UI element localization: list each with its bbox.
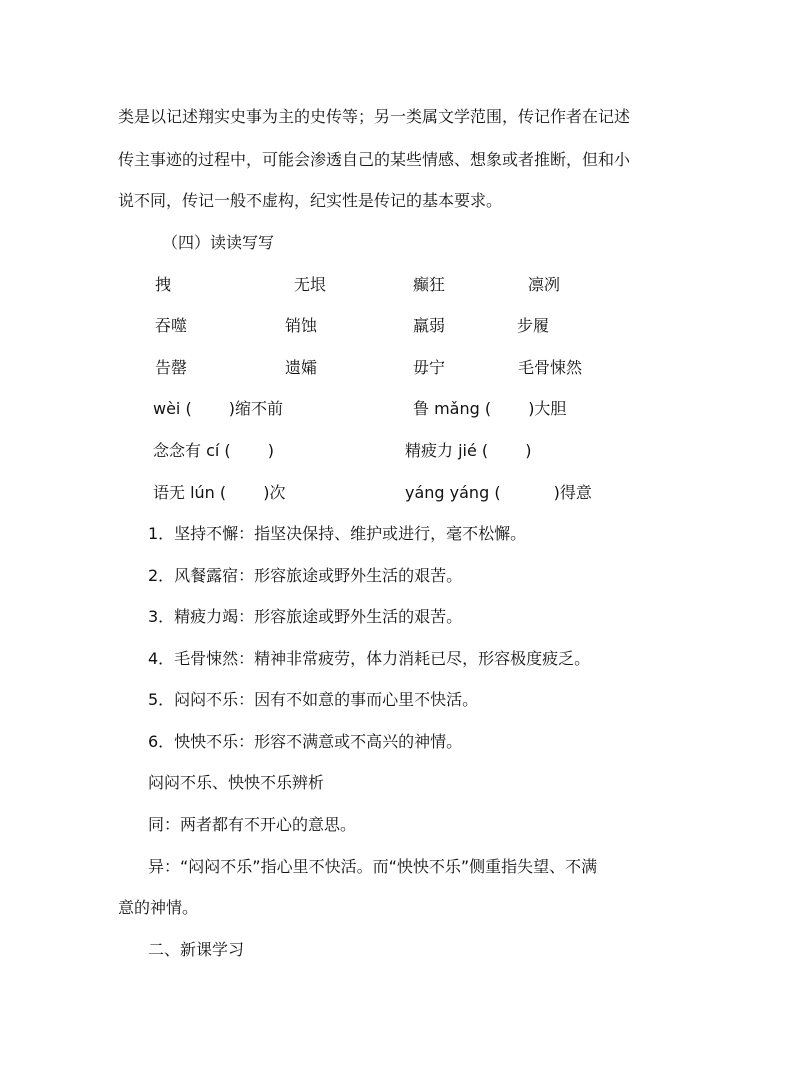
definition-item: 1．坚持不懈：指坚决保持、维护或进行，毫不松懈。: [148, 524, 527, 543]
word-item: 步履: [517, 316, 550, 335]
word-item: 毋宁: [413, 358, 446, 377]
word-item: 毛骨悚然: [518, 358, 583, 377]
word-item: 癫狂: [413, 275, 446, 294]
word-item: 羸弱: [413, 316, 446, 335]
definition-item: 5．闷闷不乐：因有不如意的事而心里不快活。: [148, 690, 479, 709]
definition-item: 2．风餐露宿：形容旅途或野外生活的艰苦。: [148, 566, 463, 585]
word-item: 遗孀: [285, 358, 318, 377]
fill-item: yáng yáng ( )得意: [405, 483, 592, 502]
word-item: 无垠: [294, 275, 327, 294]
intro-line-1: 类是以记述翔实史事为主的史传等；另一类属文学范围，传记作者在记述: [118, 107, 631, 126]
definition-item: 3．精疲力竭：形容旅途或野外生活的艰苦。: [148, 607, 463, 626]
analysis-title: 闷闷不乐、怏怏不乐辨析: [148, 773, 325, 792]
analysis-same: 同：两者都有不开心的意思。: [148, 815, 357, 834]
word-item: 凛冽: [528, 275, 561, 294]
fill-item: wèi ( )缩不前: [153, 399, 284, 418]
next-section-heading: 二、新课学习: [148, 940, 245, 959]
fill-item: 念念有 cí ( ): [153, 441, 274, 460]
word-item: 告罄: [155, 358, 188, 377]
intro-line-3: 说不同，传记一般不虚构，纪实性是传记的基本要求。: [118, 191, 503, 210]
word-item: 吞噬: [155, 316, 188, 335]
definition-item: 4．毛骨悚然：精神非常疲劳，体力消耗已尽，形容极度疲乏。: [148, 649, 591, 668]
analysis-diff-line-1: 异：“闷闷不乐”指心里不快活。而“怏怏不乐”侧重指失望、不满: [148, 857, 598, 876]
section-heading: （四）读读写写: [162, 233, 275, 252]
fill-item: 语无 lún ( )次: [153, 483, 286, 502]
analysis-diff-line-2: 意的神情。: [118, 898, 199, 917]
fill-item: 鲁 mǎng ( )大胆: [413, 399, 567, 418]
intro-line-2: 传主事迹的过程中，可能会渗透自己的某些情感、想象或者推断，但和小: [118, 150, 631, 169]
fill-item: 精疲力 jié ( ): [405, 441, 532, 460]
word-item: 销蚀: [285, 316, 318, 335]
definition-item: 6．怏怏不乐：形容不满意或不高兴的神情。: [148, 732, 463, 751]
word-item: 拽: [155, 275, 172, 294]
